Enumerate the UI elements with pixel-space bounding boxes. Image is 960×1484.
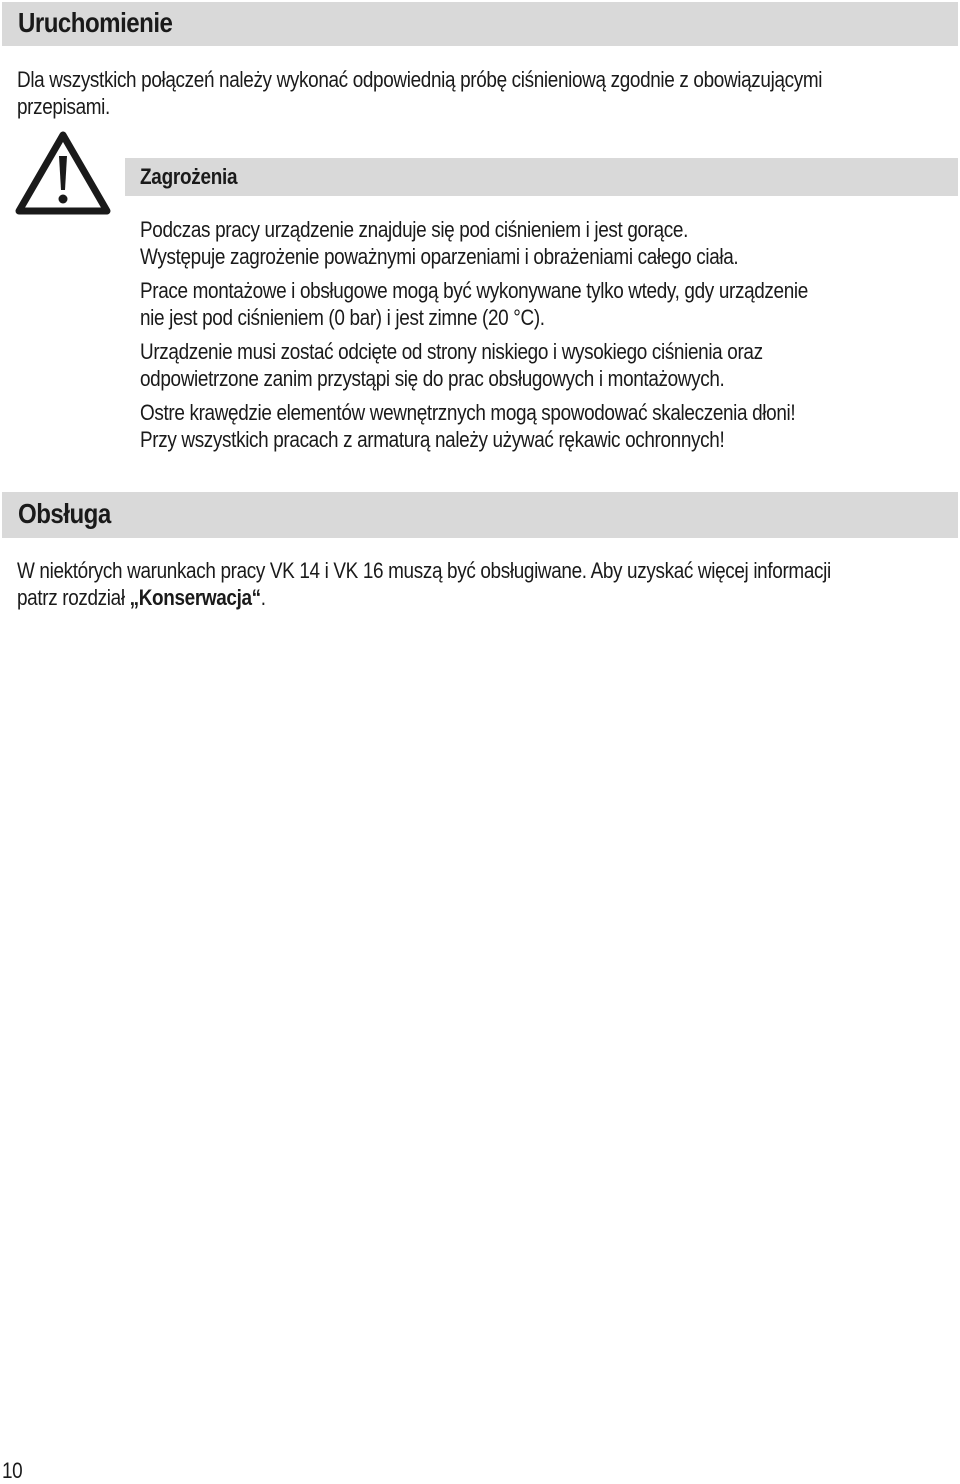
hazard-paragraph [140, 399, 795, 453]
intro-line: przepisami. [17, 94, 110, 119]
hazard-line: Podczas pracy urządzenie znajduje się pod ciśnieniem i jest gorące. [140, 217, 689, 242]
obsluga-line [17, 584, 831, 611]
section-header-obsluga [2, 492, 958, 538]
hazard-line: odpowietrzone zanim przystąpi się do prac obsługowych i montażowych. [140, 366, 725, 391]
hazard-paragraph [140, 277, 808, 331]
hazard-line: Występuje zagrożenie poważnymi oparzeniami i obrażeniami całego ciała. [140, 244, 739, 269]
section-header-uruchomienie [2, 2, 958, 46]
section-title: Uruchomienie [18, 7, 173, 38]
hazard-line: Urządzenie musi zostać odcięte od strony niskiego i wysokiego ciśnienia oraz [140, 339, 763, 364]
hazard-line: nie jest pod ciśnieniem (0 bar) i jest zimne (20 °C). [140, 305, 545, 330]
page-number: 10 [2, 1458, 23, 1483]
obsluga-line-prefix: patrz rozdział [17, 585, 130, 610]
obsluga-line-suffix: . [260, 585, 266, 610]
intro-paragraph [17, 66, 920, 120]
hazard-line: Przy wszystkich pracach z armaturą należy używać rękawic ochronnych! [140, 427, 725, 452]
warning-triangle-icon [14, 130, 112, 216]
chapter-reference-link[interactable]: „Konserwacja“ [129, 585, 261, 610]
hazard-paragraph [140, 216, 738, 270]
hazards-title: Zagrożenia [140, 164, 238, 189]
obsluga-paragraph [17, 557, 831, 611]
hazard-line: Prace montażowe i obsługowe mogą być wykonywane tylko wtedy, gdy urządzenie [140, 278, 808, 303]
intro-line: Dla wszystkich połączeń należy wykonać odpowiednią próbę ciśnieniową zgodnie z obowiązującymi [17, 67, 823, 92]
hazards-header [125, 158, 958, 196]
obsluga-line: W niektórych warunkach pracy VK 14 i VK 16 muszą być obsługiwane. Aby uzyskać więcej informacji [17, 558, 831, 583]
hazard-paragraph [140, 338, 763, 392]
section-title: Obsługa [18, 498, 111, 529]
hazard-line: Ostre krawędzie elementów wewnętrznych mogą spowodować skaleczenia dłoni! [140, 400, 796, 425]
